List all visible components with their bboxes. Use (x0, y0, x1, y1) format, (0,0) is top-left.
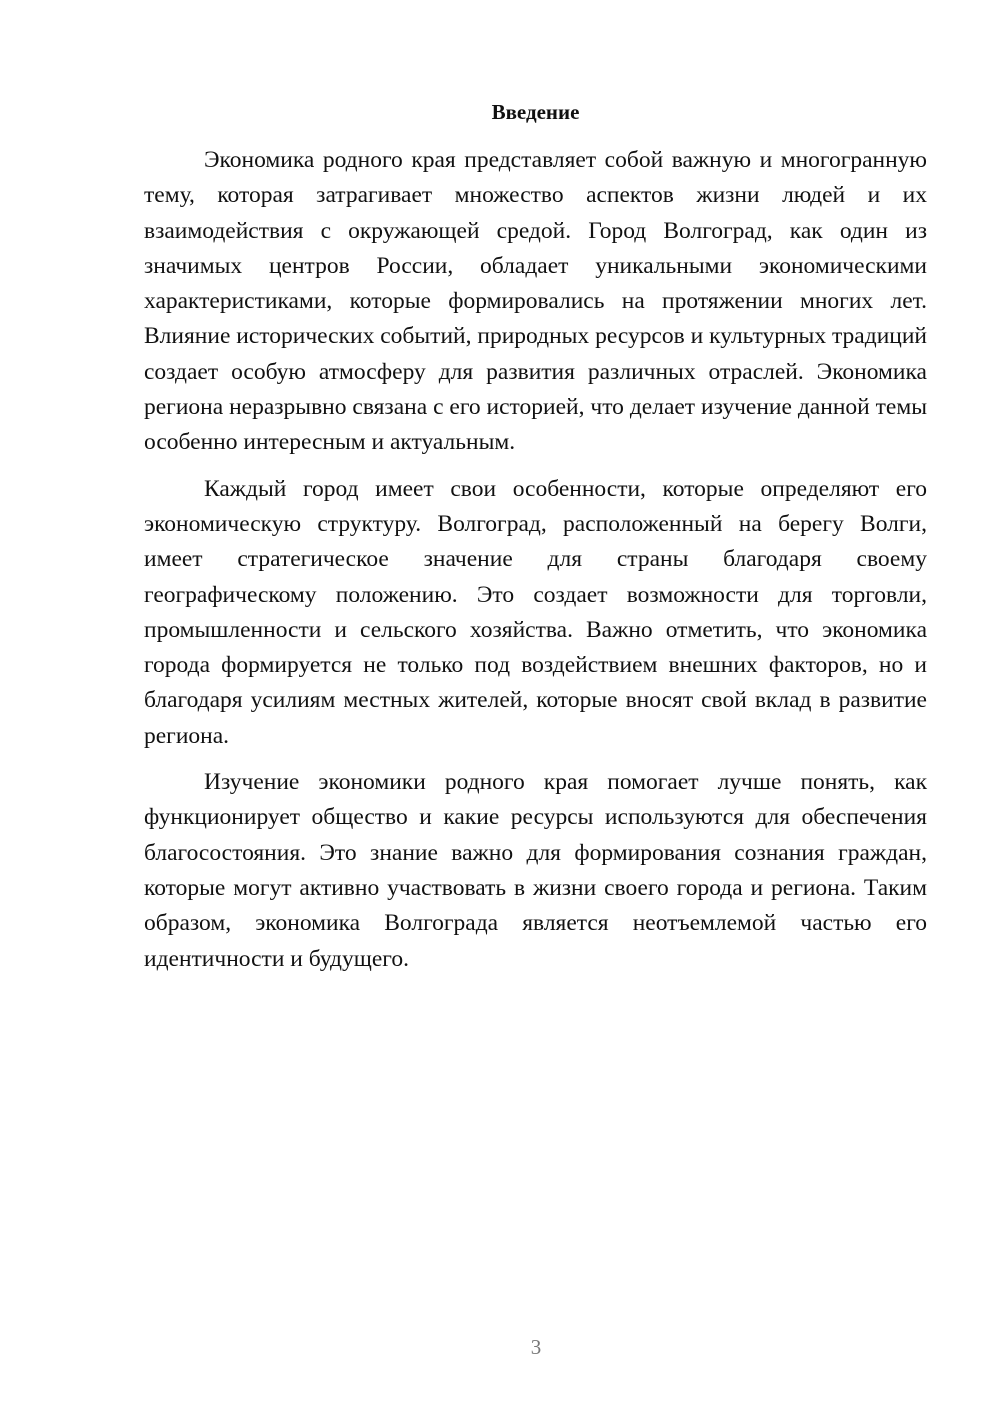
paragraph: Изучение экономики родного края помогает лучше понять, как функционирует общество и какие ресурсы используются для обеспечения благосостояния. Это знание важно для формирования сознания граждан, которые могут активно участвовать в жизни своего города и региона. Таким образом, экономика Волгограда является неотъемлемой частью его идентичности и будущего. (144, 769, 927, 972)
page-number: 3 (530, 1335, 542, 1359)
paragraph: Каждый город имеет свои особенности, которые определяют его экономическую структуру. Волгоград, расположенный на берегу Волги, имеет стратегическое значение для страны благодаря своему географическому положению. Это создает возможности для торговли, промышленности и сельского хозяйства. Важно отметить, что экономика города формируется не только под воздействием внешних факторов, но и благодаря усилиям местных жителей, которые вносят свой вклад в развитие региона. (144, 475, 927, 749)
page-title: Введение (491, 100, 580, 124)
document-body (144, 143, 927, 988)
paragraph: Экономика родного края представляет собой важную и многогранную тему, которая затрагивает множество аспектов жизни людей и их взаимодействия с окружающей средой. Город Волгоград, как один из значимых центров России, обладает уникальными экономическими характеристиками, которые формировались на протяжении многих лет. Влияние исторических событий, природных ресурсов и культурных традиций создает особую атмосферу для развития различных отраслей. Экономика региона неразрывно связана с его историей, что делает изучение данной темы особенно интересным и актуальным. (144, 147, 927, 456)
